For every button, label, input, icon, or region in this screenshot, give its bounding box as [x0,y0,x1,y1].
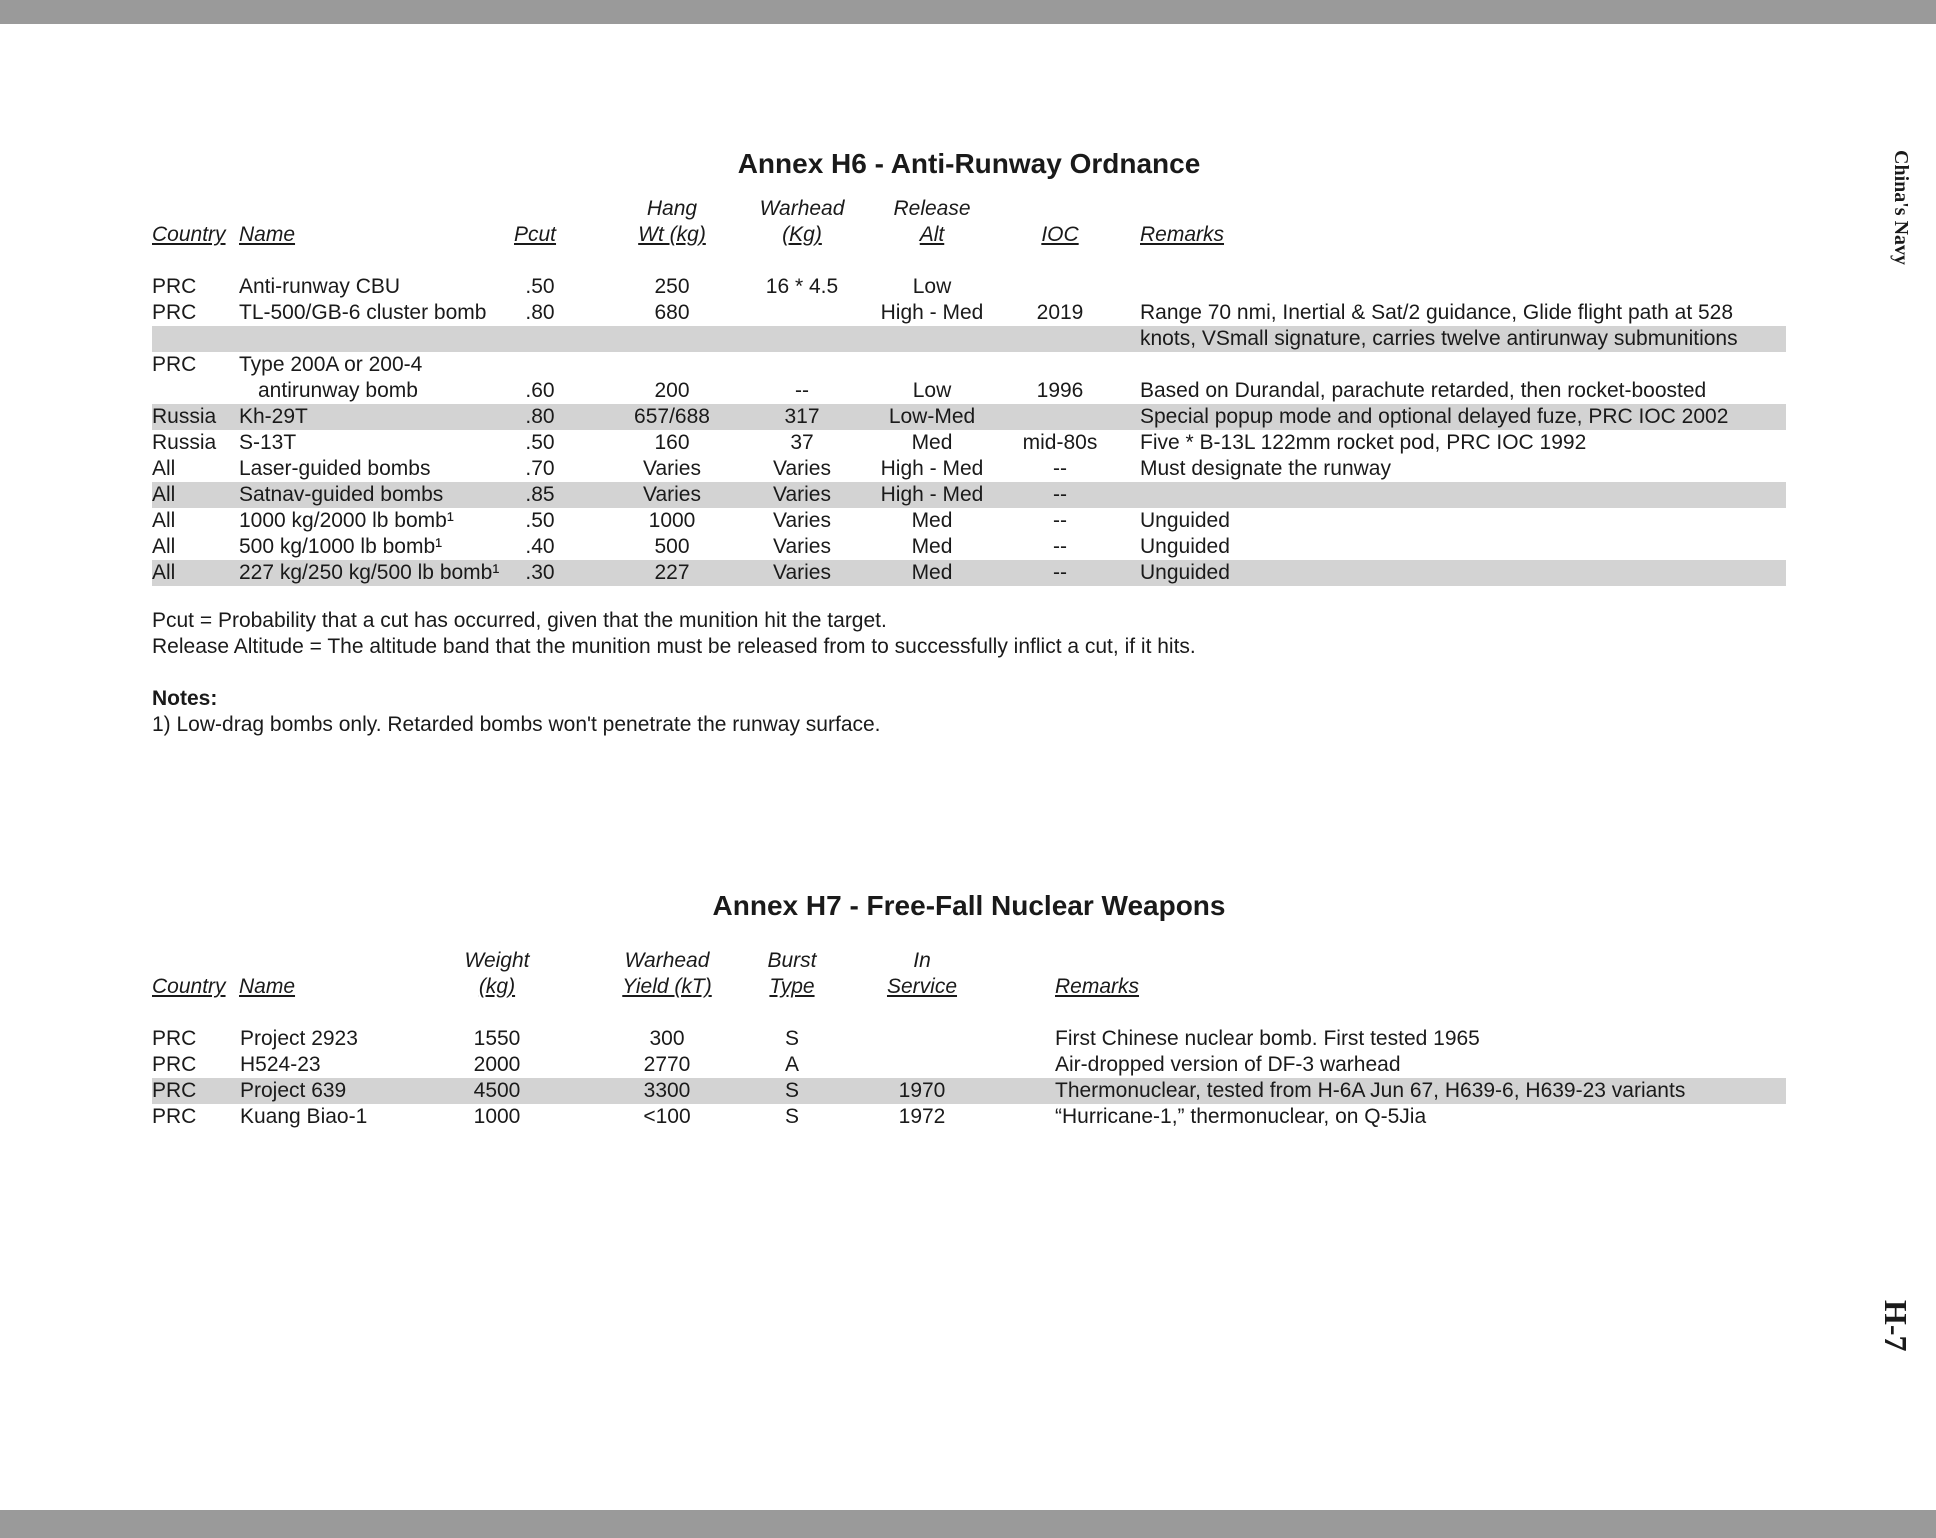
cell-yield: 2770 [643,1053,691,1076]
bottom-border-bar [0,1510,1936,1538]
cell-name: 500 kg/1000 lb bomb¹ [239,535,443,558]
table-row [152,326,1786,352]
table-row [152,1078,1786,1104]
cell-remarks: Range 70 nmi, Inertial & Sat/2 guidance, Glide flight path at 528 [1140,301,1734,324]
table-row [152,404,1786,430]
cell-country: PRC [152,353,197,376]
table-row [152,456,1786,482]
table-row [152,1104,1786,1130]
cell-name: Project 2923 [240,1027,358,1050]
cell-pcut: .30 [525,561,555,584]
cell-pcut: .70 [525,457,555,480]
cell-pcut: .50 [525,431,555,454]
cell-hang: 200 [654,379,690,402]
top-border-bar [0,0,1936,24]
cell-warhead: -- [795,379,809,402]
cell-pcut: .50 [525,509,555,532]
h7-col-weight-line1: Weight [464,949,530,972]
cell-remarks: Must designate the runway [1140,457,1391,480]
table-row [152,1052,1786,1078]
cell-ioc: mid-80s [1022,431,1098,454]
cell-weight: 4500 [473,1079,521,1102]
cell-warhead: 16 * 4.5 [765,275,839,298]
cell-name: TL-500/GB-6 cluster bomb [239,301,487,324]
cell-release: Low-Med [888,405,976,428]
cell-warhead: Varies [773,561,831,584]
cell-warhead: Varies [773,535,831,558]
cell-remarks: First Chinese nuclear bomb. First tested 1965 [1055,1027,1480,1050]
cell-country: All [152,561,176,584]
cell-hang: 657/688 [634,405,710,428]
cell-weight: 1000 [473,1105,521,1128]
h7-col-yield-line1: Warhead [624,949,710,972]
cell-release: High - Med [880,483,984,506]
cell-country: PRC [152,1053,197,1076]
cell-name: Kuang Biao-1 [240,1105,368,1128]
page-number: H-7 [1878,1300,1914,1352]
cell-burst: A [784,1053,799,1076]
cell-yield: 3300 [643,1079,691,1102]
cell-country: PRC [152,1027,197,1050]
cell-burst: S [784,1027,799,1050]
h6-col-hang-line2: Wt (kg) [638,223,706,246]
h6-col-warhead-line1: Warhead [759,197,845,220]
cell-pcut: .40 [525,535,555,558]
cell-warhead: Varies [773,457,831,480]
cell-ioc: 2019 [1036,301,1084,324]
cell-name: Type 200A or 200-4 [239,353,423,376]
cell-pcut: .50 [525,275,555,298]
h7-col-service-line1: In [913,949,931,972]
note-item: 1) Low-drag bombs only. Retarded bombs won't penetrate the runway surface. [152,713,881,736]
h7-col-country: Country [152,975,226,998]
cell-remarks: Air-dropped version of DF-3 warhead [1055,1053,1401,1076]
cell-remarks: knots, VSmall signature, carries twelve antirunway submunitions [1140,327,1738,350]
cell-release: High - Med [880,457,984,480]
cell-warhead: 317 [784,405,820,428]
cell-name: H524-23 [240,1053,321,1076]
h6-col-pcut: Pcut [514,223,557,246]
h6-col-release-line1: Release [893,197,971,220]
h7-col-service-line2: Service [886,975,958,998]
cell-hang: 500 [654,535,690,558]
table-row [152,300,1786,326]
cell-remarks: Special popup mode and optional delayed fuze, PRC IOC 2002 [1140,405,1729,428]
h6-col-remarks: Remarks [1140,223,1225,246]
table-row [152,430,1786,456]
cell-country: PRC [152,1105,197,1128]
cell-ioc: -- [1053,457,1067,480]
cell-release: Low [912,379,952,402]
cell-name: Satnav-guided bombs [239,483,444,506]
h6-col-warhead-line2: (Kg) [782,223,822,246]
h7-col-burst-line2: Type [769,975,815,998]
definition-pcut: Pcut = Probability that a cut has occurred, given that the munition hit the target. [152,609,887,632]
cell-ioc: -- [1053,483,1067,506]
cell-burst: S [784,1105,799,1128]
cell-remarks: Based on Durandal, parachute retarded, then rocket-boosted [1140,379,1707,402]
table-row [152,508,1786,534]
h7-col-remarks: Remarks [1055,975,1140,998]
h6-col-country: Country [152,223,226,246]
cell-release: Low [912,275,952,298]
table-row [152,274,1786,300]
cell-release: Med [911,561,953,584]
cell-remarks: Five * B-13L 122mm rocket pod, PRC IOC 1992 [1140,431,1587,454]
cell-name: 1000 kg/2000 lb bomb¹ [239,509,454,532]
cell-name: Project 639 [240,1079,347,1102]
definition-release-altitude: Release Altitude = The altitude band that the munition must be released from to successfully inflict a cut, if it hits. [152,635,1196,658]
h6-col-ioc: IOC [1041,223,1079,246]
cell-remarks: Unguided [1140,561,1230,584]
cell-country: All [152,457,176,480]
cell-ioc: -- [1053,561,1067,584]
cell-yield: <100 [643,1105,691,1128]
cell-hang: 227 [654,561,690,584]
cell-name: 227 kg/250 kg/500 lb bomb¹ [239,561,500,584]
h7-col-yield-line2: Yield (kT) [622,975,712,998]
cell-weight: 1550 [473,1027,521,1050]
cell-country: Russia [152,405,217,428]
cell-remarks: Unguided [1140,509,1230,532]
cell-ioc: -- [1053,535,1067,558]
cell-country: PRC [152,301,197,324]
table-row [152,482,1786,508]
cell-country: All [152,483,176,506]
cell-release: Med [911,431,953,454]
section-label: China's Navy [1890,150,1912,266]
cell-hang: 1000 [648,509,696,532]
cell-hang: Varies [643,483,701,506]
table-row [152,378,1786,404]
cell-ioc: 1996 [1036,379,1084,402]
cell-remarks: Unguided [1140,535,1230,558]
table-row [152,1026,1786,1052]
cell-name: Laser-guided bombs [239,457,431,480]
h6-col-name: Name [239,223,296,246]
cell-hang: 160 [654,431,690,454]
cell-release: High - Med [880,301,984,324]
h6-col-release-line2: Alt [919,223,945,246]
cell-service: 1970 [898,1079,946,1102]
cell-yield: 300 [649,1027,685,1050]
cell-country: All [152,509,176,532]
cell-country: All [152,535,176,558]
h6-col-hang-line1: Hang [646,197,698,220]
cell-ioc: -- [1053,509,1067,532]
cell-pcut: .80 [525,405,555,428]
cell-pcut: .80 [525,301,555,324]
cell-burst: S [784,1079,799,1102]
cell-country: PRC [152,275,197,298]
cell-warhead: Varies [773,509,831,532]
cell-pcut: .85 [525,483,555,506]
h7-col-burst-line1: Burst [767,949,817,972]
cell-release: Med [911,509,953,532]
cell-name: Anti-runway CBU [239,275,401,298]
cell-service: 1972 [898,1105,946,1128]
table-row [152,352,1786,378]
cell-warhead: 37 [790,431,814,454]
h7-title: Annex H7 - Free-Fall Nuclear Weapons [712,890,1226,921]
cell-pcut: .60 [525,379,555,402]
cell-weight: 2000 [473,1053,521,1076]
h7-col-weight-line2: (kg) [478,975,516,998]
cell-country: Russia [152,431,217,454]
cell-name: Kh-29T [239,405,308,428]
cell-warhead: Varies [773,483,831,506]
table-row [152,534,1786,560]
table-row [152,560,1786,586]
cell-country: PRC [152,1079,197,1102]
cell-name: S-13T [239,431,297,454]
cell-hang: 250 [654,275,690,298]
cell-name: antirunway bomb [258,379,418,402]
cell-hang: Varies [643,457,701,480]
cell-release: Med [911,535,953,558]
h6-title: Annex H6 - Anti-Runway Ordnance [737,148,1201,179]
h7-col-name: Name [239,975,296,998]
cell-remarks: “Hurricane-1,” thermonuclear, on Q-5Jia [1055,1105,1427,1128]
cell-remarks: Thermonuclear, tested from H-6A Jun 67, H639-6, H639-23 variants [1055,1079,1686,1102]
notes-heading: Notes: [152,687,218,710]
cell-hang: 680 [654,301,690,324]
